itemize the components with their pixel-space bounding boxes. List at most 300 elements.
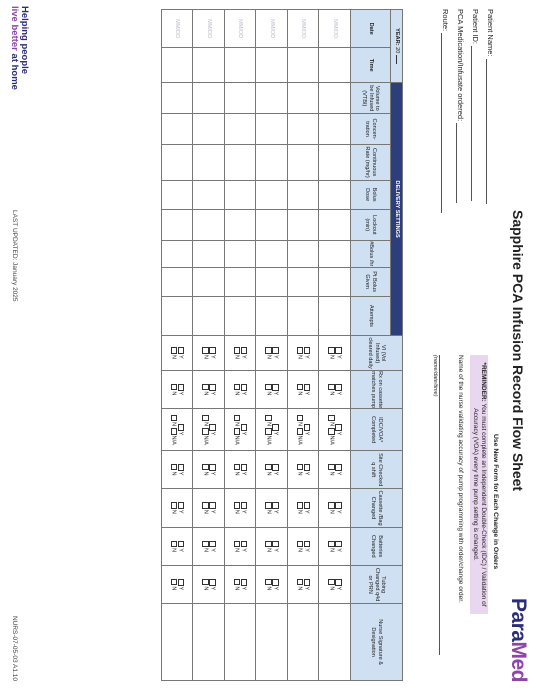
checkbox-yes[interactable]	[209, 384, 216, 391]
checkbox-yes[interactable]	[241, 424, 248, 431]
checkbox-yes[interactable]	[272, 579, 279, 586]
checkbox-no[interactable]	[202, 347, 209, 354]
checkbox-no[interactable]	[328, 502, 335, 509]
checkbox-no[interactable]	[171, 415, 178, 422]
option-no-label: N	[265, 471, 272, 476]
continuous-rate-cell[interactable]	[225, 144, 257, 180]
checkbox-yes[interactable]	[335, 502, 342, 509]
option-yes-label: Y	[209, 391, 216, 396]
medication-field[interactable]	[456, 9, 465, 203]
nurse-signature-cell[interactable]	[162, 604, 194, 681]
checkbox-yes[interactable]	[272, 541, 279, 548]
last-updated: LAST UPDATED: January 2025	[11, 210, 18, 302]
checkbox-no[interactable]	[297, 415, 304, 422]
site-checked-cell	[256, 451, 288, 489]
checkbox-yes[interactable]	[335, 347, 342, 354]
pt-bolus-given-cell[interactable]	[288, 267, 320, 296]
checkbox-yes[interactable]	[241, 502, 248, 509]
checkbox-yes[interactable]	[335, 384, 342, 391]
table-row	[193, 10, 225, 681]
checkbox-yes[interactable]	[272, 347, 279, 354]
checkbox-no[interactable]	[265, 415, 272, 422]
option-yes-label: Y	[272, 354, 279, 359]
checkbox-yes[interactable]	[304, 541, 311, 548]
option-yes-label: Y	[335, 586, 342, 591]
patient-name-field[interactable]	[486, 9, 495, 204]
checkbox-yes[interactable]	[304, 579, 311, 586]
nurse-signature-header: Nurse Signature & Designation	[351, 604, 403, 681]
batteries-changed-cell	[319, 527, 351, 565]
time-cell[interactable]	[319, 48, 351, 83]
paramed-logo	[506, 598, 530, 682]
option-no-label: N	[202, 391, 209, 396]
attempts-cell[interactable]	[288, 296, 320, 336]
checkbox-no[interactable]	[265, 579, 272, 586]
checkbox-no[interactable]	[328, 384, 335, 391]
vtbi-cell[interactable]	[319, 83, 351, 114]
year-value: 20	[393, 47, 400, 54]
option-yes-label: Y	[303, 354, 310, 359]
checkbox-no[interactable]	[265, 502, 272, 509]
checkbox-no[interactable]	[297, 347, 304, 354]
cassette-changed-cell	[225, 489, 257, 527]
checkbox-yes[interactable]	[304, 502, 311, 509]
idc-voa-cell	[256, 409, 288, 451]
date-cell[interactable]: MM/DD	[225, 10, 257, 48]
option-no-label: N	[170, 548, 177, 553]
checkbox-no[interactable]	[234, 347, 241, 354]
medication-line[interactable]	[456, 123, 465, 203]
checkbox-yes[interactable]	[272, 384, 279, 391]
pt-bolus-given-cell[interactable]	[256, 267, 288, 296]
checkbox-no[interactable]	[328, 347, 335, 354]
option-no-label: N	[296, 586, 303, 591]
checkbox-yes[interactable]	[209, 424, 216, 431]
checkbox-yes[interactable]	[209, 464, 216, 471]
option-no-label: N	[265, 586, 272, 591]
checkbox-no[interactable]	[328, 541, 335, 548]
tagline-line-1: Helping people	[19, 6, 30, 75]
batteries-changed-cell	[225, 527, 257, 565]
reminder-label: *REMINDER:	[480, 362, 487, 402]
patient-id-line[interactable]	[471, 46, 480, 201]
tubing-changed-cell	[225, 565, 257, 603]
checkbox-yes[interactable]	[241, 384, 248, 391]
concentration-header: Concen-tration	[351, 114, 391, 144]
vtbi-cell[interactable]	[288, 83, 320, 114]
option-no-label: N	[328, 586, 335, 591]
option-no-label: N	[328, 354, 335, 359]
vi-cleared-header: VI (Vol Infused) cleared daily	[351, 336, 403, 371]
checkbox-no[interactable]	[234, 541, 241, 548]
option-no-label: N	[296, 548, 303, 553]
checkbox-no[interactable]	[234, 579, 241, 586]
option-no-label: N	[265, 422, 272, 427]
checkbox-yes[interactable]	[304, 384, 311, 391]
cassette-changed-header: Cassette /Bag Changed	[351, 489, 403, 527]
checkbox-na[interactable]	[265, 428, 272, 435]
time-header: Time	[351, 48, 391, 83]
checkbox-no[interactable]	[234, 502, 241, 509]
option-yes-label: Y	[209, 586, 216, 591]
checkbox-no[interactable]	[171, 347, 178, 354]
checkbox-no[interactable]	[202, 464, 209, 471]
checkbox-no[interactable]	[328, 579, 335, 586]
checkbox-yes[interactable]	[304, 347, 311, 354]
bolus-per-hour-cell[interactable]	[256, 240, 288, 267]
option-yes-label: Y	[272, 471, 279, 476]
vtbi-cell[interactable]	[162, 83, 194, 114]
idc-voa-cell	[162, 409, 194, 451]
concentration-cell[interactable]	[256, 114, 288, 144]
continuous-rate-cell[interactable]	[193, 144, 225, 180]
time-cell[interactable]	[162, 48, 194, 83]
option-yes-label: Y	[303, 431, 310, 436]
nurse-signature-cell[interactable]	[288, 604, 320, 681]
date-cell[interactable]: MM/DD	[288, 10, 320, 48]
lockout-cell[interactable]	[319, 209, 351, 240]
checkbox-no[interactable]	[234, 415, 241, 422]
date-cell[interactable]: MM/DD	[162, 10, 194, 48]
tubing-changed-cell	[162, 565, 194, 603]
checkbox-yes[interactable]	[178, 464, 185, 471]
tubing-changed-cell	[319, 565, 351, 603]
lockout-cell[interactable]	[162, 209, 194, 240]
option-yes-label: Y	[177, 471, 184, 476]
nurse-signature-cell[interactable]	[193, 604, 225, 681]
batteries-changed-cell	[288, 527, 320, 565]
option-na-label: N/A	[265, 435, 272, 445]
vtbi-cell[interactable]	[256, 83, 288, 114]
checkbox-na[interactable]	[297, 428, 304, 435]
cassette-changed-cell	[256, 489, 288, 527]
concentration-cell[interactable]	[193, 114, 225, 144]
page-title: Sapphire PCA Infusion Record Flow Sheet	[510, 210, 526, 492]
checkbox-yes[interactable]	[272, 424, 279, 431]
checkbox-no[interactable]	[297, 579, 304, 586]
batteries-changed-header: Batteries Changed	[351, 527, 403, 565]
option-no-label: N	[328, 548, 335, 553]
year-line[interactable]	[396, 55, 397, 64]
time-cell[interactable]	[225, 48, 257, 83]
option-no-label: N	[233, 548, 240, 553]
checkbox-no[interactable]	[328, 415, 335, 422]
checkbox-yes[interactable]	[241, 464, 248, 471]
cassette-changed-cell	[288, 489, 320, 527]
batteries-changed-cell	[193, 527, 225, 565]
checkbox-no[interactable]	[265, 464, 272, 471]
checkbox-no[interactable]	[328, 464, 335, 471]
tagline	[10, 6, 29, 90]
checkbox-yes[interactable]	[272, 464, 279, 471]
vi-cleared-cell	[256, 336, 288, 371]
checkbox-yes[interactable]	[178, 384, 185, 391]
vtbi-cell[interactable]	[193, 83, 225, 114]
time-cell[interactable]	[256, 48, 288, 83]
bolus-dose-cell[interactable]	[193, 180, 225, 209]
checkbox-yes[interactable]	[178, 541, 185, 548]
bolus-per-hour-cell[interactable]	[319, 240, 351, 267]
date-cell[interactable]: MM/DD	[193, 10, 225, 48]
option-yes-label: Y	[335, 354, 342, 359]
checkbox-no[interactable]	[265, 347, 272, 354]
checkbox-yes[interactable]	[178, 502, 185, 509]
rx-matches-cell	[288, 371, 320, 409]
checkbox-yes[interactable]	[335, 424, 342, 431]
option-yes-label: Y	[272, 586, 279, 591]
option-no-label: N	[170, 391, 177, 396]
option-no-label: N	[170, 354, 177, 359]
checkbox-yes[interactable]	[304, 464, 311, 471]
checkbox-no[interactable]	[297, 464, 304, 471]
route-line[interactable]	[441, 33, 450, 213]
idc-voa-cell	[288, 409, 320, 451]
table-row	[288, 10, 320, 681]
vi-cleared-cell	[193, 336, 225, 371]
patient-id-label: Patient ID:	[471, 9, 480, 45]
logo-text-med: Med	[507, 641, 530, 682]
nurse-validation-hint: (name/date/time)	[432, 355, 438, 397]
option-yes-label: Y	[272, 509, 279, 514]
checkbox-yes[interactable]	[209, 541, 216, 548]
continuous-rate-cell[interactable]	[288, 144, 320, 180]
checkbox-yes[interactable]	[335, 579, 342, 586]
nurse-signature-cell[interactable]	[225, 604, 257, 681]
checkbox-no[interactable]	[202, 502, 209, 509]
reminder-box	[470, 355, 488, 614]
site-checked-cell	[162, 451, 194, 489]
checkbox-no[interactable]	[202, 415, 209, 422]
continuous-rate-cell[interactable]	[319, 144, 351, 180]
nurse-signature-cell[interactable]	[256, 604, 288, 681]
date-cell[interactable]: MM/DD	[319, 10, 351, 48]
checkbox-no[interactable]	[234, 464, 241, 471]
bolus-dose-cell[interactable]	[162, 180, 194, 209]
option-no-label: N	[233, 471, 240, 476]
option-yes-label: Y	[303, 548, 310, 552]
idc-voa-header: IDC/VOA* Completed	[351, 409, 403, 451]
option-na-label: N/A	[233, 435, 240, 445]
checkbox-no[interactable]	[202, 579, 209, 586]
patient-id-field[interactable]	[471, 9, 480, 201]
batteries-changed-cell	[162, 527, 194, 565]
nurse-validation-note: Name of the nurse validating accuracy of pump programming with order/change order.	[457, 355, 464, 603]
option-no-label: N	[296, 391, 303, 396]
nurse-signature-cell[interactable]	[319, 604, 351, 681]
vtbi-header: Volume to be Infused (VTBI)	[351, 83, 391, 114]
time-cell[interactable]	[288, 48, 320, 83]
option-no-label: N	[328, 391, 335, 396]
checkbox-no[interactable]	[265, 541, 272, 548]
concentration-cell[interactable]	[225, 114, 257, 144]
option-no-label: N	[170, 586, 177, 591]
option-yes-label: Y	[177, 586, 184, 591]
cassette-changed-cell	[319, 489, 351, 527]
checkbox-no[interactable]	[265, 384, 272, 391]
idc-voa-cell	[319, 409, 351, 451]
checkbox-yes[interactable]	[178, 347, 185, 354]
option-yes-label: Y	[240, 586, 247, 591]
checkbox-no[interactable]	[171, 502, 178, 509]
tubing-changed-cell	[288, 565, 320, 603]
new-form-notice: Use New Form for Each Change in Orders	[492, 434, 499, 570]
checkbox-yes[interactable]	[241, 541, 248, 548]
vi-cleared-cell	[319, 336, 351, 371]
option-yes-label: Y	[240, 391, 247, 396]
idc-voa-cell	[225, 409, 257, 451]
pt-bolus-given-header: Pt Bolus Given	[351, 267, 391, 296]
continuous-rate-header: Continuous Rate (mg/hr)	[351, 144, 391, 180]
option-yes-label: Y	[177, 391, 184, 396]
patient-name-line[interactable]	[486, 59, 495, 204]
pt-bolus-given-cell[interactable]	[319, 267, 351, 296]
option-no-label: N	[233, 354, 240, 359]
option-no-label: N	[170, 471, 177, 476]
checkbox-no[interactable]	[202, 384, 209, 391]
option-yes-label: Y	[335, 431, 342, 436]
tagline-line-2	[10, 6, 20, 90]
pt-bolus-given-cell[interactable]	[162, 267, 194, 296]
continuous-rate-cell[interactable]	[162, 144, 194, 180]
option-no-label: N	[265, 509, 272, 514]
lockout-cell[interactable]	[193, 209, 225, 240]
lockout-cell[interactable]	[288, 209, 320, 240]
checkbox-yes[interactable]	[241, 347, 248, 354]
checkbox-no[interactable]	[297, 541, 304, 548]
option-no-label: N	[328, 509, 335, 514]
option-yes-label: Y	[240, 509, 247, 514]
checkbox-no[interactable]	[171, 541, 178, 548]
attempts-cell[interactable]	[193, 296, 225, 336]
checkbox-yes[interactable]	[272, 502, 279, 509]
lockout-cell[interactable]	[225, 209, 257, 240]
checkbox-na[interactable]	[202, 428, 209, 435]
option-no-label: N	[202, 471, 209, 476]
option-yes-label: Y	[303, 471, 310, 476]
route-label: Route:	[441, 9, 450, 32]
option-yes-label: Y	[209, 431, 216, 436]
checkbox-na[interactable]	[171, 428, 178, 435]
checkbox-yes[interactable]	[178, 579, 185, 586]
attempts-cell[interactable]	[319, 296, 351, 336]
option-yes-label: Y	[335, 391, 342, 396]
checkbox-yes[interactable]	[209, 502, 216, 509]
bolus-dose-cell[interactable]	[256, 180, 288, 209]
option-yes-label: Y	[240, 471, 247, 476]
rx-matches-cell	[193, 371, 225, 409]
option-no-label: N	[233, 509, 240, 514]
nurse-validation-line[interactable]	[439, 355, 440, 655]
checkbox-na[interactable]	[328, 428, 335, 435]
checkbox-no[interactable]	[202, 541, 209, 548]
checkbox-no[interactable]	[171, 579, 178, 586]
checkbox-yes[interactable]	[335, 541, 342, 548]
bolus-per-hour-cell[interactable]	[288, 240, 320, 267]
vi-cleared-cell	[288, 336, 320, 371]
attempts-cell[interactable]	[225, 296, 257, 336]
date-cell[interactable]: MM/DD	[256, 10, 288, 48]
site-checked-cell	[319, 451, 351, 489]
tubing-changed-cell	[256, 565, 288, 603]
checkbox-yes[interactable]	[209, 579, 216, 586]
bolus-dose-cell[interactable]	[225, 180, 257, 209]
option-no-label: N	[265, 391, 272, 396]
checkbox-no[interactable]	[297, 502, 304, 509]
option-yes-label: Y	[272, 391, 279, 396]
option-yes-label: Y	[177, 354, 184, 359]
medication-label: PCA Medication/Infusate ordered:	[456, 9, 465, 122]
checkbox-no[interactable]	[171, 384, 178, 391]
attempts-cell[interactable]	[256, 296, 288, 336]
checkbox-na[interactable]	[234, 428, 241, 435]
bolus-dose-cell[interactable]	[319, 180, 351, 209]
table-row	[256, 10, 288, 681]
option-yes-label: Y	[209, 354, 216, 359]
table-row	[225, 10, 257, 681]
option-no-label: N	[328, 471, 335, 476]
checkbox-no[interactable]	[234, 384, 241, 391]
date-header: Date	[351, 10, 391, 48]
option-yes-label: Y	[335, 509, 342, 514]
rx-matches-cell	[225, 371, 257, 409]
option-no-label: N	[170, 509, 177, 514]
bolus-per-hour-cell[interactable]	[225, 240, 257, 267]
option-no-label: N	[296, 509, 303, 514]
option-no-label: N	[202, 354, 209, 359]
vi-cleared-cell	[225, 336, 257, 371]
site-checked-cell	[193, 451, 225, 489]
option-yes-label: Y	[272, 548, 279, 552]
continuous-rate-cell[interactable]	[256, 144, 288, 180]
pt-bolus-given-cell[interactable]	[225, 267, 257, 296]
document-code: NURS-07-05-03 A1.10	[11, 615, 18, 681]
bolus-dose-cell[interactable]	[288, 180, 320, 209]
checkbox-yes[interactable]	[178, 424, 185, 431]
year-label: YEAR:	[393, 28, 400, 46]
rx-matches-cell	[319, 371, 351, 409]
checkbox-no[interactable]	[297, 384, 304, 391]
option-no-label: N	[202, 422, 209, 427]
concentration-cell[interactable]	[162, 114, 194, 144]
pt-bolus-given-cell[interactable]	[193, 267, 225, 296]
option-yes-label: Y	[177, 548, 184, 552]
attempts-cell[interactable]	[162, 296, 194, 336]
time-cell[interactable]	[193, 48, 225, 83]
bolus-per-hour-cell[interactable]	[193, 240, 225, 267]
lockout-cell[interactable]	[256, 209, 288, 240]
concentration-cell[interactable]	[319, 114, 351, 144]
option-no-label: N	[233, 422, 240, 427]
checkbox-yes[interactable]	[209, 347, 216, 354]
lockout-header: Lockout (min)	[351, 209, 391, 240]
option-no-label: N	[233, 391, 240, 396]
logo-text-para: Para	[507, 597, 530, 642]
concentration-cell[interactable]	[288, 114, 320, 144]
option-yes-label: Y	[177, 431, 184, 436]
checkbox-no[interactable]	[171, 464, 178, 471]
checkbox-yes[interactable]	[335, 464, 342, 471]
option-no-label: N	[202, 548, 209, 553]
year-header[interactable]	[391, 10, 403, 83]
checkbox-yes[interactable]	[304, 424, 311, 431]
route-field[interactable]	[441, 9, 450, 213]
option-yes-label: Y	[303, 509, 310, 514]
checkbox-yes[interactable]	[241, 579, 248, 586]
bolus-per-hour-cell[interactable]	[162, 240, 194, 267]
vtbi-cell[interactable]	[225, 83, 257, 114]
option-na-label: N/A	[202, 435, 209, 445]
option-yes-label: Y	[303, 586, 310, 591]
